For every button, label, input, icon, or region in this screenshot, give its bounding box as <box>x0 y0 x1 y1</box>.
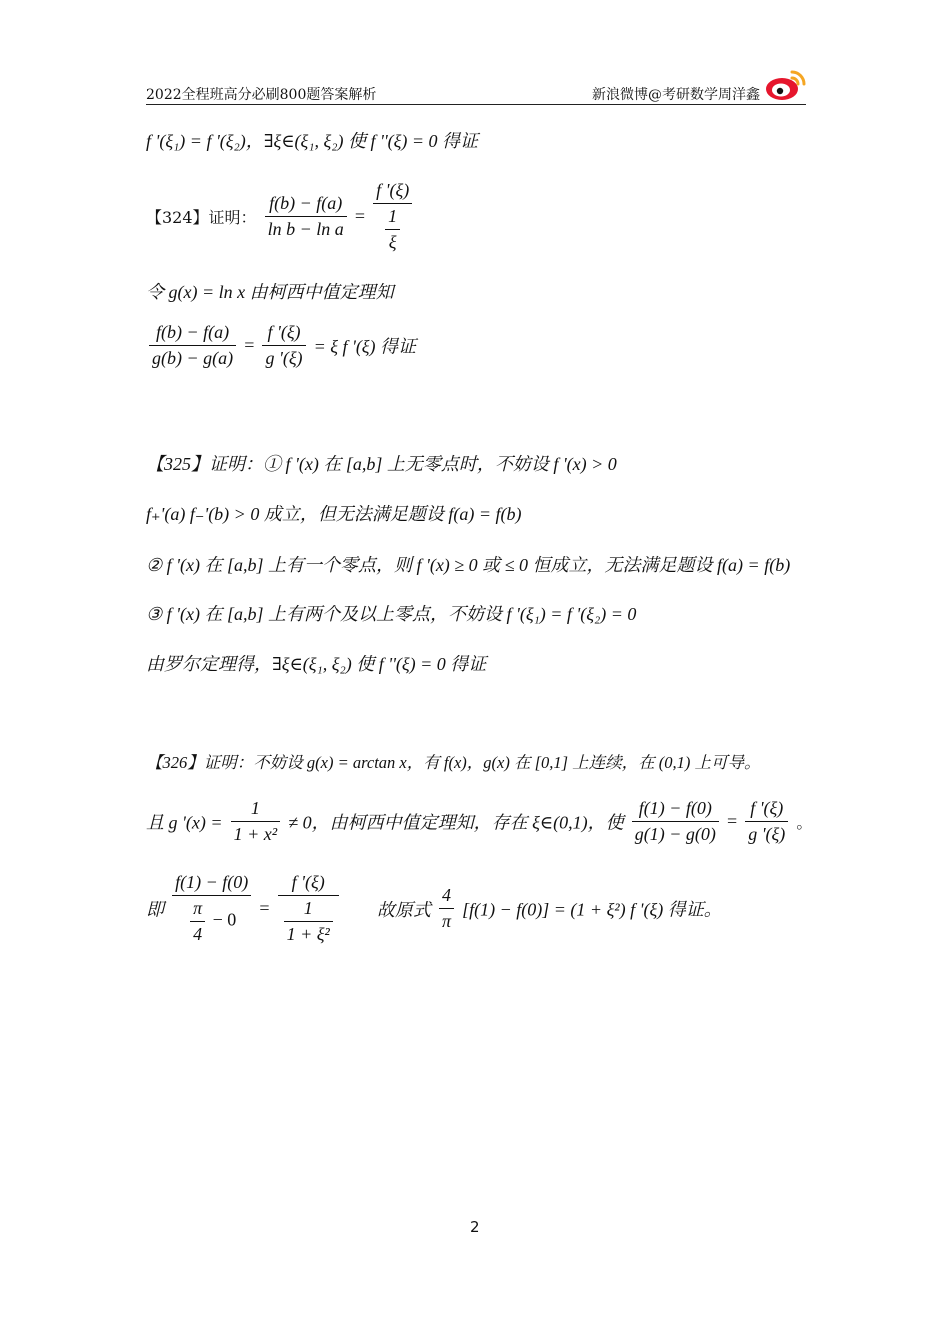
fraction <box>262 322 305 369</box>
fraction <box>632 798 719 845</box>
fraction <box>745 798 788 845</box>
text-segment: 即 <box>146 899 164 920</box>
proof-line: f '(ξ₁) = f '(ξ₂)，∃ξ∈(ξ₁, ξ₂) 使 f ''(ξ) = 0 得证 <box>146 131 479 151</box>
numerator: f(1) − f(0) <box>172 872 251 896</box>
problem-324: 【324】证明： $\frac{f(b) - f(a)}{\text{ln b − ln a}}$ = $\frac{f '(\xi)}{\frac{1}{\xi}}$ <box>146 180 415 253</box>
fraction <box>190 898 205 945</box>
text-segment: − 0 <box>212 909 237 930</box>
proof-line: 令 g(x) = ln x 由柯西中值定理知 <box>146 282 394 302</box>
proof-line: 由罗尔定理得，∃ξ∈(ξ₁, ξ₂) 使 f ''(ξ) = 0 得证 <box>146 654 487 674</box>
proof-line: f₊'(a) f₋'(b) > 0 成立，但无法满足题设 f(a) = f(b) <box>146 504 522 524</box>
denominator: g '(ξ) <box>748 824 786 844</box>
denominator: g '(ξ) <box>265 348 303 368</box>
denominator: ξ <box>388 232 397 252</box>
header-author: 新浪微博@考研数学周洋鑫 <box>592 87 760 103</box>
page-header <box>146 80 806 105</box>
fraction <box>385 206 400 253</box>
denominator: 1 + ξ² <box>286 924 330 944</box>
fraction <box>373 180 412 253</box>
equation-tail: = ξ f '(ξ) 得证 <box>313 336 417 357</box>
proof-line: ③ f '(x) 在 [a,b] 上有两个及以上零点，不妨设 f '(ξ₁) = f '(ξ₂) = 0 <box>146 604 637 624</box>
fraction <box>265 193 347 240</box>
numerator: 1 <box>284 898 333 922</box>
denominator: g(1) − g(0) <box>634 824 716 844</box>
numerator: f '(ξ) <box>262 322 305 346</box>
denominator: 4 <box>193 924 203 944</box>
proof-line: 即 f(1) − f(0) $\frac{\pi}{4}$ − 0 = $\frac{f '(\xi)}{\frac{1}{\text{1 + ξ²}}}$ 故原式 $\frac{4}{\pi}$ [f(1) − f(0)] = (1 + ξ²) f '(ξ) 得证。 <box>146 872 722 944</box>
text-segment: ≠ 0，由柯西中值定理知，存在 ξ∈(0,1)，使 <box>288 812 624 833</box>
numerator: 4 <box>439 885 454 909</box>
text-segment: 。 <box>796 813 813 832</box>
proof-line: $\frac{f(b) - f(a)}{g(b) - g(a)}$ = $\frac{f '(\xi)}{g '(\xi)}$ = ξ f '(ξ) 得证 <box>146 322 416 369</box>
numerator: f '(ξ) <box>745 798 788 822</box>
numerator: 1 <box>385 206 400 230</box>
numerator: f(b) − f(a) <box>149 322 236 346</box>
text-segment: 故原式 <box>376 899 431 920</box>
proof-line: 且 g '(x) = $\frac{1}{\text{1 + x²}}$ ≠ 0，由柯西中值定理知，存在 ξ∈(0,1)，使 $\frac{f(1) - f(0)}{g(1) - g(0)}$ = $\frac{f '(\xi)}{g '(\xi)}$ 。 <box>146 798 813 844</box>
text-segment: 且 g '(x) = <box>146 812 223 833</box>
fraction <box>231 798 281 845</box>
page-number: 2 <box>470 1218 480 1236</box>
numerator: f(b) − f(a) <box>265 193 347 217</box>
numerator: f(1) − f(0) <box>632 798 719 822</box>
denominator: ln b − ln a <box>267 219 344 239</box>
numerator: 1 <box>231 798 281 822</box>
fraction <box>149 322 236 369</box>
weibo-logo-icon <box>764 66 808 102</box>
numerator: f '(ξ) <box>278 872 339 896</box>
denominator: g(b) − g(a) <box>152 348 234 368</box>
problem-326: 【326】证明：不妨设 g(x) = arctan x，有 f(x)，g(x) 在 [0,1] 上连续，在 (0,1) 上可导。 <box>146 753 761 772</box>
fraction <box>278 872 339 945</box>
numerator: f '(ξ) <box>373 180 412 204</box>
problem-label: 【324】证明： <box>146 208 257 227</box>
fraction <box>172 872 251 945</box>
header-title: 2022全程班高分必刷800题答案解析 <box>146 87 377 103</box>
problem-325: 【325】证明：① f '(x) 在 [a,b] 上无零点时，不妨设 f '(x) > 0 <box>146 454 617 474</box>
fraction <box>439 885 454 932</box>
proof-line: ② f '(x) 在 [a,b] 上有一个零点，则 f '(x) ≥ 0 或 ≤ 0 恒成立，无法满足题设 f(a) = f(b) <box>146 555 791 575</box>
text-segment: [f(1) − f(0)] = (1 + ξ²) f '(ξ) 得证。 <box>462 899 722 920</box>
numerator: π <box>190 898 205 922</box>
denominator: π <box>442 911 452 931</box>
fraction <box>284 898 333 945</box>
denominator: 1 + x² <box>233 824 278 844</box>
